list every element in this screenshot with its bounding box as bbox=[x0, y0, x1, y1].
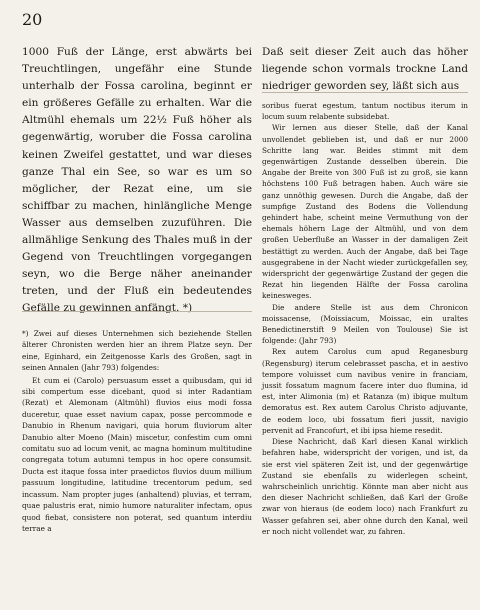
left-main-text bbox=[22, 44, 252, 318]
footnote-commentary: Wir lernen aus dieser Stelle, daß der Kanal unvollendet geblieben ist, und daß er nur 2000 Schritte lang war. Beides stimmt mit dem gegenwärtigen Zustande desselben überein. Die Angabe der Breite von 300 Fuß ist zu groß, sie kann höchstens 100 Fuß betragen haben. Auch wäre sie ganz unnöthig gewesen. Durch die Angabe, daß der sumpfige Zustand des Bodens die Vollendung gehindert habe, scheint meine Vermuthung von der ehemals höhern Lage der Altmühl, und von dem großen Ueberfluße an Wasser in der damaligen Zeit bestättigt zu werden. Auch der Angabe, daß bei Tage ausgegrabene in der Nacht wieder zurückgefallen sey, widerspricht der gegenwärtige Zustand der gegen die Rezat hin liegenden Hälfte der Fossa carolina keinesweges. bbox=[262, 123, 468, 301]
right-footnote bbox=[262, 100, 468, 537]
left-footnote bbox=[22, 328, 252, 534]
footnote-chronicon-intro: Die andere Stelle ist aus dem Chronicon moissacense, (Moissiacum, Moissac, ein uraltes Benedictinerstift 9 Meilen von Toulouse) Sie ist folgende: (Jahr 793) bbox=[262, 302, 468, 346]
footnote-intro: *) Zwei auf dieses Unternehmen sich beziehende Stellen älterer Chronisten werden hier an ihrem Platze seyn. Der eine, Eginhard, ein Zeitgenosse Karls des Großen, sagt in seinen Annalen (Jahr 793) folgendes: bbox=[22, 329, 252, 373]
footnote-latin-quote: Et cum ei (Carolo) persuasum esset a quibusdam, qui id sibi compertum esse dicebant, quod si inter Radantiam (Rezat) et Alemonam (Altmühl) fluvios eius modi fossa duceretur, quae esset navium capax, posse percommode e Danubio in Rhenum navigari, quia horum fluviorum alter Danubio alter Moeno (Main) miscetur, confestim cum omni comitatu suo ad locum venit, ac magna hominum multitudine congregata totum autumni tempus in hoc opere consumsit. Ducta est itaque fossa inter praedictos fluvios duum millium passuum longitudine, latitudine trecentorum pedum, sed incassum. Nam propter juges (anhaltend) pluvias, et terram, quae palustris erat, nimio humore naturaliter infectam, opus quod fiebat, consistere non poterat, sed quantum interdiu terrae a bbox=[22, 375, 252, 533]
right-main-text bbox=[262, 44, 468, 95]
footnote-divider bbox=[22, 311, 252, 312]
right-paragraph: Daß seit dieser Zeit auch das höher liegende schon vormals trockne Land niedriger geworden sey, läßt sich aus bbox=[262, 46, 468, 93]
footnote-chronicon-quote: Rex autem Carolus cum apud Reganesburg (Regensburg) iterum celebrasset pascha, et in aestivo tempore voluisset cum navibus venire in franciam, jussit fossatum magnum facere inter duo flumina, id est, inter Alimonia (m) et Ratanza (m) ibique multum demoratus est. Rex autem Carolus Christo adjuvante, de eodem loco, ubi fossatum fieri jussit, navigio pervenit ad Francofurt, et ibi ipsa hieme resedit. bbox=[262, 347, 468, 435]
right-footnote-divider bbox=[262, 92, 468, 93]
page-number: 20 bbox=[22, 10, 43, 29]
footnote-conclusion: Diese Nachricht, daß Karl diesen Kanal wirklich befahren habe, widerspricht der vorigen, und ist, da sie erst viel späteren Zeit ist, und der gegenwärtige Zustand sie ebenfalls zu widerlegen scheint, wahrscheinlich unrichtig. Könnte man aber nicht aus den dieser Nachricht schließen, daß Karl der Große zwar von hieraus (de eodem loco) nach Frankfurt zu Wasser gefahren sei, aber ohne durch den Kanal, weil er noch nicht vollendet war, zu fahren. bbox=[262, 437, 468, 536]
main-paragraph: 1000 Fuß der Länge, erst abwärts bei Treuchtlingen, ungefähr eine Stunde unterhalb der Fossa carolina, beginnt er ein größeres Gefälle zu erhalten. War die Altmühl ehemals um 22½ Fuß höher als gegenwärtig, woruber die Fossa carolina keinen Zweifel gestattet, und war dieses ganze Thal ein See, so war es um so möglicher, der Rezat eine, um sie schiffbar zu machen, hinlängliche Menge Wasser aus demselben zuzuführen. Die allmählige Senkung des Thales muß in der Gegend von Treuchtlingen vorgegangen seyn, wo die Berge näher aneinander treten, und der Fluß ein bedeutendes Gefälle zu gewinnen anfängt. *) bbox=[22, 46, 252, 315]
footnote-latin-continuation: soribus fuerat egestum, tantum noctibus iterum in locum suum relabente subsidebat. bbox=[262, 101, 468, 122]
